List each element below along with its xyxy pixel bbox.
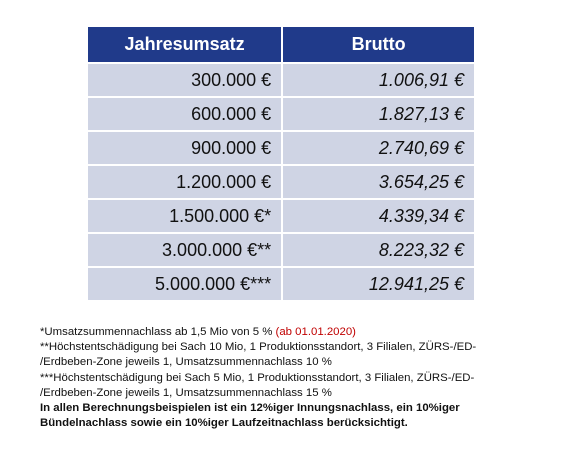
cell-brutto: 4.339,34 € — [283, 200, 474, 232]
cell-umsatz: 3.000.000 €** — [88, 234, 283, 266]
footnote-2-line-2: /Erdbeben-Zone jeweils 1, Umsatzsummennachlass 10 % — [40, 356, 332, 369]
cell-umsatz: 5.000.000 €*** — [88, 268, 283, 300]
footnote-3-line-2: /Erdbeben-Zone jeweils 1, Umsatzsummennachlass 15 % — [40, 386, 332, 399]
table-row — [88, 166, 474, 198]
cell-brutto: 2.740,69 € — [283, 132, 474, 164]
cell-brutto: 3.654,25 € — [283, 166, 474, 198]
footnote-1-date: (ab 01.01.2020) — [275, 326, 356, 338]
cell-umsatz: 1.200.000 € — [88, 166, 283, 198]
cell-umsatz: 1.500.000 €* — [88, 200, 283, 232]
footnotes — [40, 325, 555, 431]
table-header-row — [88, 27, 474, 62]
price-table-container — [88, 25, 474, 302]
price-table — [88, 25, 474, 302]
header-jahresumsatz: Jahresumsatz — [88, 27, 283, 62]
table-row — [88, 64, 474, 96]
table-row — [88, 200, 474, 232]
footnote-3-line-1: ***Höchstentschädigung bei Sach 5 Mio, 1 Produktionsstandort, 3 Filialen, ZÜRS-/ED- — [40, 371, 475, 384]
footnote-1-text: *Umsatzsummennachlass ab 1,5 Mio von 5 % — [40, 326, 273, 338]
cell-brutto: 8.223,32 € — [283, 234, 474, 266]
cell-brutto: 1.827,13 € — [283, 98, 474, 130]
cell-umsatz: 300.000 € — [88, 64, 283, 96]
table-row — [88, 268, 474, 300]
footnote-2-line-1: **Höchstentschädigung bei Sach 10 Mio, 1 Produktionsstandort, 3 Filialen, ZÜRS-/ED- — [40, 341, 477, 354]
header-brutto: Brutto — [283, 27, 474, 62]
footnote-1 — [40, 325, 555, 340]
table-row — [88, 98, 474, 130]
cell-brutto: 1.006,91 € — [283, 64, 474, 96]
cell-umsatz: 900.000 € — [88, 132, 283, 164]
discount-note-line-2: Bündelnachlass sowie ein 10%iger Laufzeitnachlass berücksichtigt. — [40, 417, 408, 430]
table-row — [88, 132, 474, 164]
cell-umsatz: 600.000 € — [88, 98, 283, 130]
table-row — [88, 234, 474, 266]
cell-brutto: 12.941,25 € — [283, 268, 474, 300]
discount-note-line-1: In allen Berechnungsbeispielen ist ein 12%iger Innungsnachlass, ein 10%iger — [40, 402, 460, 415]
